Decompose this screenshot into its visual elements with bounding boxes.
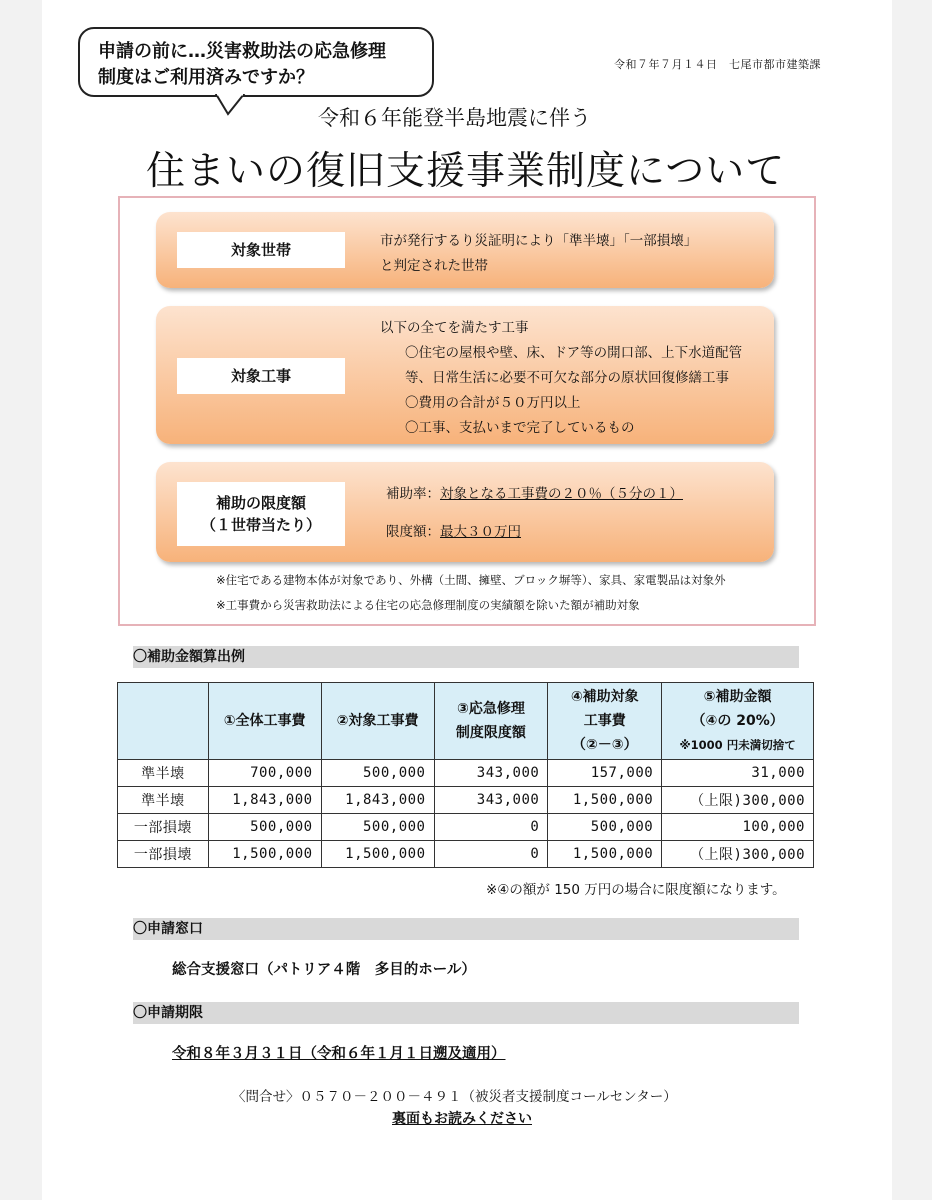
table-cell: 1,500,000 xyxy=(548,841,662,868)
table-header-blank xyxy=(118,683,209,760)
contact-info: 〈問合せ〉０５７０－２００－４９１（被災者支援制度コールセンター） xyxy=(232,1089,677,1105)
table-header xyxy=(321,683,434,760)
header-text: ③応急修理 xyxy=(456,701,525,717)
table-cell: 343,000 xyxy=(434,787,548,814)
table-footnote: ※④の額が 150 万円の場合に限度額になります。 xyxy=(486,882,786,898)
header-text: ②対象工事費 xyxy=(336,713,419,729)
table-cell: 1,843,000 xyxy=(208,787,321,814)
target-work-item-1b: 等、日常生活に必要不可欠な部分の原状回復修繕工事 xyxy=(405,370,729,386)
subsidy-limit-label-1: 補助の限度額 xyxy=(215,494,306,512)
row-label: 準半壊 xyxy=(118,787,209,814)
header-text: （④の 20%） xyxy=(691,713,784,729)
table-cell: 500,000 xyxy=(208,814,321,841)
header-text: ④補助対象 xyxy=(570,689,639,705)
subsidy-limit-label-2: （１世帯当たり） xyxy=(200,516,321,534)
table-cell: 0 xyxy=(434,841,548,868)
speech-bubble xyxy=(78,27,434,97)
target-work-item-2: 〇費用の合計が５０万円以上 xyxy=(405,395,581,411)
subsidy-rate-value: 対象となる工事費の２０％（５分の１） xyxy=(440,486,683,502)
header-text: 制度限度額 xyxy=(455,725,526,741)
table-row xyxy=(118,760,814,787)
target-household-text xyxy=(380,229,697,279)
note-2: ※工事費から災害救助法による住宅の応急修理制度の実績額を除いた額が補助対象 xyxy=(216,598,640,612)
header-text: ※1000 円未満切捨て xyxy=(679,738,796,752)
target-work-item-1a: 〇住宅の屋根や壁、床、ドア等の開口部、上下水道配管 xyxy=(405,345,743,361)
page-title: 住まいの復旧支援事業制度について xyxy=(146,149,786,194)
target-work-items xyxy=(405,341,742,441)
header-text: ①全体工事費 xyxy=(223,713,306,729)
subsidy-limit-value: 最大３０万円 xyxy=(440,524,521,540)
table-cell: 0 xyxy=(434,814,548,841)
target-household-line-1: 市が発行するり災証明により「準半壊」「一部損壊」 xyxy=(380,233,698,249)
date-department: 令和７年７月１４日 七尾市都市建築課 xyxy=(614,58,821,71)
table-cell: （上限)300,000 xyxy=(662,841,814,868)
table-cell: 500,000 xyxy=(548,814,662,841)
deadline-value: 令和８年３月３１日（令和６年１月１日遡及適用） xyxy=(172,1046,506,1062)
table-header-row xyxy=(118,683,814,760)
table-row xyxy=(118,841,814,868)
table-cell: 500,000 xyxy=(321,760,434,787)
subsidy-limit xyxy=(386,520,521,545)
table-row xyxy=(118,787,814,814)
target-household-line-2: と判定された世帯 xyxy=(380,258,488,274)
header-text: 工事費 xyxy=(583,713,626,729)
table-header xyxy=(662,683,814,760)
subsidy-limit-prefix: 限度額： xyxy=(386,524,440,540)
table-cell: 1,843,000 xyxy=(321,787,434,814)
table-cell: （上限)300,000 xyxy=(662,787,814,814)
table-header xyxy=(208,683,321,760)
row-label: 準半壊 xyxy=(118,760,209,787)
target-work-item-3: 〇工事、支払いまで完了しているもの xyxy=(405,420,635,436)
table-row xyxy=(118,814,814,841)
bubble-line-2: 制度はご利用済みですか？ xyxy=(98,67,314,88)
subsidy-rate-prefix: 補助率： xyxy=(386,486,440,502)
table-cell: 700,000 xyxy=(208,760,321,787)
target-work-intro: 以下の全てを満たす工事 xyxy=(380,320,529,336)
table-cell: 1,500,000 xyxy=(321,841,434,868)
note-1: ※住宅である建物本体が対象であり、外構（土間、擁壁、ブロック塀等）、家具、家電製品は対象外 xyxy=(216,573,726,587)
deadline-heading: 〇申請期限 xyxy=(133,1002,799,1024)
subsidy-limit-label xyxy=(177,482,345,546)
window-heading: 〇申請窓口 xyxy=(133,918,799,940)
bubble-tail-icon xyxy=(214,94,254,116)
row-label: 一部損壊 xyxy=(118,841,209,868)
read-back-notice: 裏面もお読みください xyxy=(392,1111,532,1127)
table-header xyxy=(434,683,548,760)
row-label: 一部損壊 xyxy=(118,814,209,841)
target-work-label: 対象工事 xyxy=(177,358,345,394)
table-cell: 100,000 xyxy=(662,814,814,841)
subsidy-rate xyxy=(386,482,683,507)
header-text: ⑤補助金額 xyxy=(703,689,772,705)
header-text: （②－③） xyxy=(571,737,638,753)
target-household-label: 対象世帯 xyxy=(177,232,345,268)
table-cell: 157,000 xyxy=(548,760,662,787)
example-heading: 〇補助金額算出例 xyxy=(133,646,799,668)
bubble-line-1: 申請の前に…災害救助法の応急修理 xyxy=(98,41,386,62)
table-cell: 31,000 xyxy=(662,760,814,787)
table-cell: 343,000 xyxy=(434,760,548,787)
table-cell: 1,500,000 xyxy=(208,841,321,868)
table-cell: 500,000 xyxy=(321,814,434,841)
calc-table xyxy=(117,682,814,868)
window-value: 総合支援窓口（パトリア４階 多目的ホール） xyxy=(172,962,476,978)
table-header xyxy=(548,683,662,760)
table-cell: 1,500,000 xyxy=(548,787,662,814)
subtitle: 令和６年能登半島地震に伴う xyxy=(318,106,591,130)
